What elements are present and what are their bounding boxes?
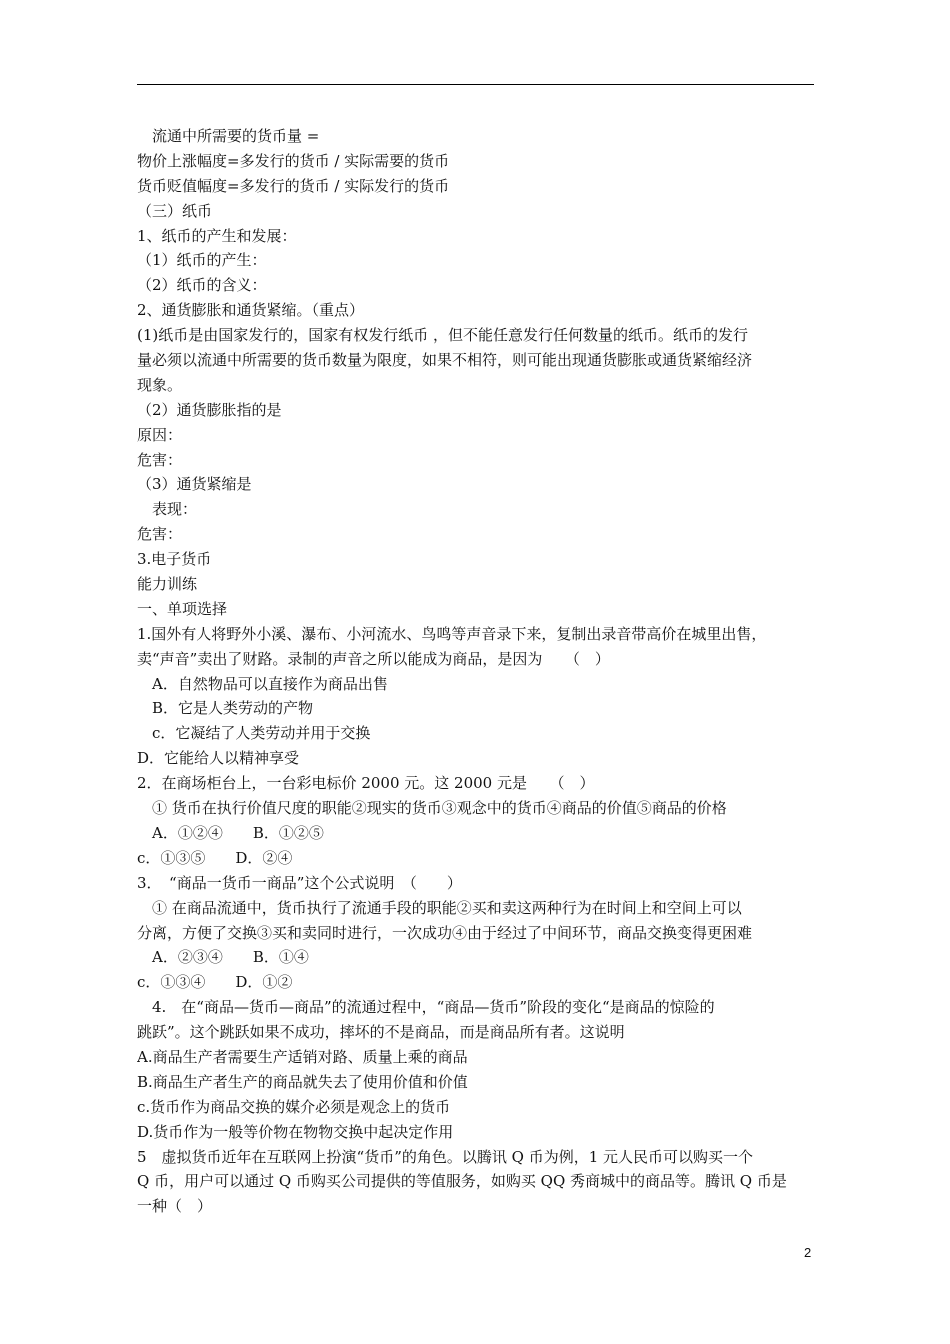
text-line: 2．在商场柜台上，一台彩电标价 2000 元。这 2000 元是 （ ） — [137, 774, 595, 793]
text-line: 量必须以流通中所需要的货币数量为限度，如果不相符，则可能出现通货膨胀或通货紧缩经济 — [137, 351, 753, 370]
text-line: 1、纸币的产生和发展： — [137, 226, 297, 245]
text-line: 一、单项选择 — [137, 599, 228, 618]
text-line: 跳跃”。这个跳跃如果不成功，摔坏的不是商品，而是商品所有者。这说明 — [137, 1023, 625, 1042]
text-line: 表现： — [137, 500, 198, 519]
text-line: 货币贬值幅度=多发行的货币 / 实际发行的货币 — [137, 176, 450, 195]
text-line: D．它能给人以精神享受 — [137, 749, 300, 768]
text-line: 3.电子货币 — [137, 550, 212, 569]
text-line: B．它是人类劳动的产物 — [137, 699, 314, 718]
text-line: （三）纸币 — [137, 201, 213, 220]
text-line: （2）纸币的含义： — [137, 276, 267, 295]
text-line: ① 货币在执行价值尺度的职能②现实的货币③观念中的货币④商品的价值⑤商品的价格 — [137, 799, 727, 818]
text-line: 2、通货膨胀和通货紧缩。（重点） — [137, 301, 365, 320]
text-line: c.货币作为商品交换的媒介必须是观念上的货币 — [137, 1097, 451, 1116]
text-line: 流通中所需要的货币量 = — [137, 127, 320, 145]
text-line: ① 在商品流通中，货币执行了流通手段的职能②买和卖这两种行为在时间上和空间上可以 — [137, 898, 742, 917]
text-line: (1)纸币是由国家发行的，国家有权发行纸币 ，但不能任意发行任何数量的纸币。纸币的发行 — [137, 326, 749, 345]
text-line: c．它凝结了人类劳动并用于交换 — [137, 724, 371, 743]
text-line: 卖“声音”卖出了财路。录制的声音之所以能成为商品，是因为 （ ） — [137, 649, 610, 668]
text-line: 分离，方便了交换③买和卖同时进行，一次成功④由于经过了中间环节，商品交换变得更困难 — [137, 923, 753, 942]
text-line: A．①②④ B．①②⑤ — [137, 823, 324, 842]
text-line: 现象。 — [137, 375, 183, 394]
text-line: 3． “商品一货币一商品”这个公式说明 （ ） — [137, 873, 462, 892]
text-line: A．②③④ B．①④ — [137, 948, 309, 967]
text-line: c．①③④ D．①② — [137, 973, 293, 992]
text-line: 危害： — [137, 450, 183, 469]
text-line: （1）纸币的产生： — [137, 251, 267, 270]
text-line: 原因： — [137, 425, 183, 444]
text-line: B.商品生产者生产的商品就失去了使用价值和价值 — [137, 1072, 468, 1091]
text-line: A．自然物品可以直接作为商品出售 — [137, 674, 388, 693]
document-body — [137, 124, 814, 1219]
page-number: 2 — [804, 1245, 812, 1260]
text-line: 4. 在“商品—货币—商品”的流通过程中，“商品—货币”阶段的变化“是商品的惊险的 — [137, 998, 715, 1017]
text-line: c．①③⑤ D．②④ — [137, 848, 293, 867]
header-rule — [137, 84, 814, 85]
text-line: （2）通货膨胀指的是 — [137, 400, 282, 419]
text-line: 一种（ ） — [137, 1197, 213, 1216]
text-line: D.货币作为一般等价物在物物交换中起决定作用 — [137, 1122, 454, 1141]
text-line: A.商品生产者需要生产适销对路、质量上乘的商品 — [137, 1047, 468, 1066]
text-line: 危害： — [137, 525, 183, 544]
text-line: （3）通货紧缩是 — [137, 475, 252, 494]
text-line: 能力训练 — [137, 575, 198, 594]
text-line: 5 虚拟货币近年在互联网上扮演“货币”的角色。以腾讯 Q 币为例，1 元人民币可以购买一个 — [137, 1147, 754, 1166]
text-line: Q 币，用户可以通过 Q 币购买公司提供的等值服务，如购买 QQ 秀商城中的商品等。腾讯 Q 币是 — [137, 1172, 787, 1191]
text-line: 1.国外有人将野外小溪、瀑布、小河流水、鸟鸣等声音录下来，复制出录音带高价在城里出售， — [137, 624, 767, 643]
text-line: 物价上涨幅度=多发行的货币 / 实际需要的货币 — [137, 151, 450, 170]
